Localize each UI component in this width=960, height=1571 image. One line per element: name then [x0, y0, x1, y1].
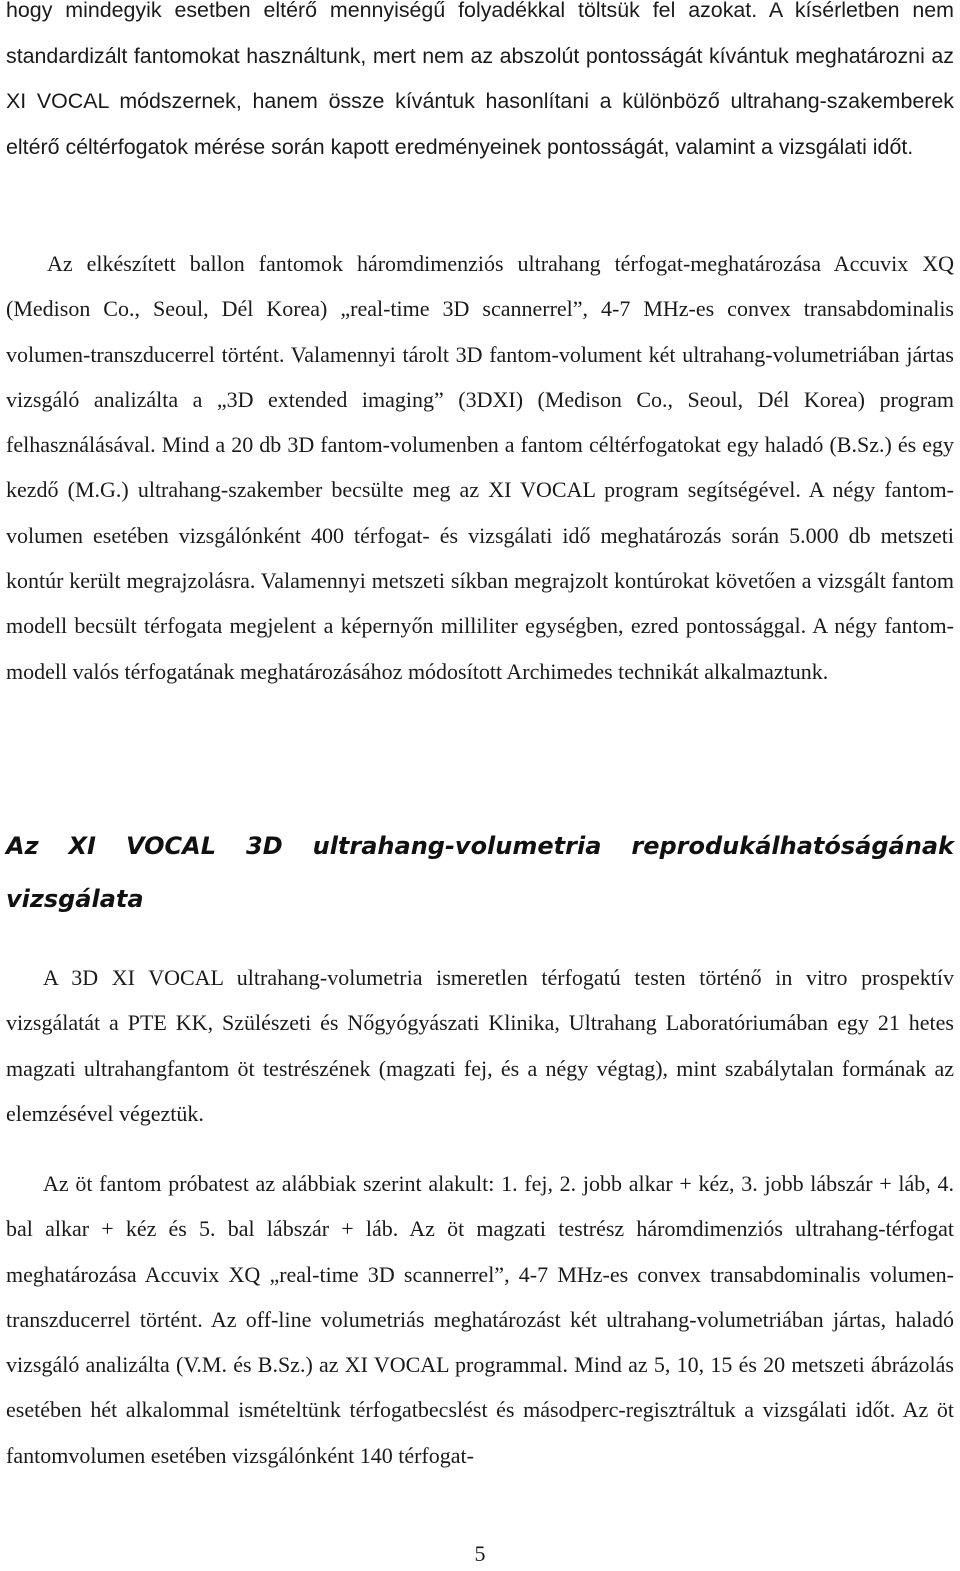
intro-paragraph-fragment: hogy mindegyik esetben eltérő mennyiségű folyadékkal töltsük fel azokat. A kísérletben nem standardizált fantomokat használtunk, mert nem az abszolút pontosságát kívántuk meghatározni az XI VOCAL módszernek, hanem össze kívántuk hasonlítani a különböző ultrahang-szakemberek eltérő céltérfogatok mérése során kapott eredményeinek pontosságát, valamint a vizsgálati időt. — [6, 0, 954, 160]
section-heading: Az XI VOCAL 3D ultrahang-volumetria reprodukálhatóságának vizsgálata — [6, 832, 954, 913]
page-number: 5 — [474, 1541, 486, 1566]
methods-paragraph: Az elkészített ballon fantomok háromdimenziós ultrahang térfogat-meghatározása Accuvix XQ (Medison Co., Seoul, Dél Korea) „real-time 3D scannerrel”, 4-7 MHz-es convex transabdominalis volumen-transzducerrel történt. Valamennyi tárolt 3D fantom-volument két ultrahang-volumetriában jártas vizsgáló analizálta a „3D extended imaging” (3DXI) (Medison Co., Seoul, Dél Korea) program felhasználásával. Mind a 20 db 3D fantom-volumenben a fantom céltérfogatokat egy haladó (B.Sz.) és egy kezdő (M.G.) ultrahang-szakember becsülte meg az XI VOCAL program segítségével. A négy fantom-volumen esetében vizsgálónként 400 térfogat- és vizsgálati idő meghatározás során 5.000 db metszeti kontúr került megrajzolásra. Valamennyi metszeti síkban megrajzolt kontúrokat követően a vizsgált fantom modell becsült térfogata megjelent a képernyőn milliliter egységben, ezred pontossággal. A négy fantom-modell valós térfogatának meghatározásához módosított Archimedes technikát alkalmaztunk. — [6, 251, 954, 684]
reproducibility-paragraph: A 3D XI VOCAL ultrahang-volumetria ismeretlen térfogatú testen történő in vitro prospektív vizsgálatát a PTE KK, Szülészeti és Nőgyógyászati Klinika, Ultrahang Laboratóriumában egy 21 hetes magzati ultrahangfantom öt testrészének (magzati fej, és a négy végtag), mint szabálytalan formának az elemzésével végeztük. — [6, 965, 954, 1126]
phantom-objects-paragraph: Az öt fantom próbatest az alábbiak szerint alakult: 1. fej, 2. jobb alkar + kéz, 3. jobb lábszár + láb, 4. bal alkar + kéz és 5. bal lábszár + láb. Az öt magzati testrész háromdimenziós ultrahang-térfogat meghatározása Accuvix XQ „real-time 3D scannerrel”, 4-7 MHz-es convex transabdominalis volumen-transzducerrel történt. Az off-line volumetriás meghatározást két ultrahang-volumetriában jártas, haladó vizsgáló analizálta (V.M. és B.Sz.) az XI VOCAL programmal. Mind az 5, 10, 15 és 20 metszeti ábrázolás esetében hét alkalommal ismételtünk térfogatbecslést és másodperc-regisztráltuk a vizsgálati időt. Az öt fantomvolumen esetében vizsgálónként 140 térfogat- — [6, 1171, 954, 1468]
